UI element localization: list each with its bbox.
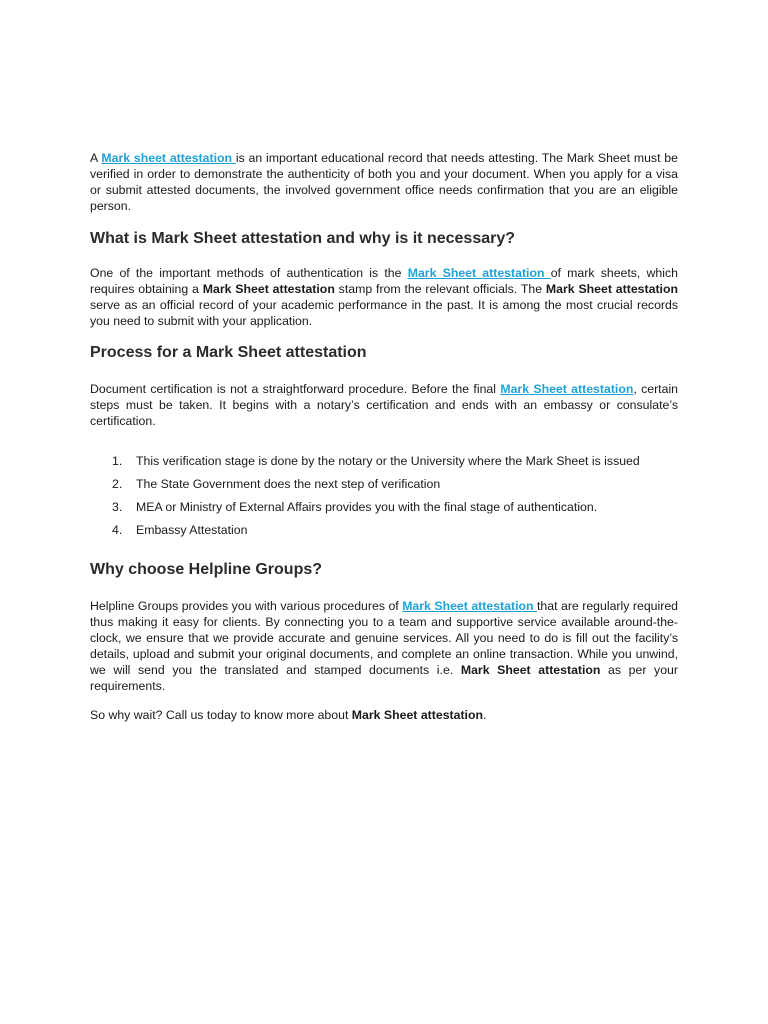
- closing-text-2: .: [483, 708, 487, 722]
- process-text-2: , certain steps must be taken. It begins with a notary’s certification and ends with an embassy or consulate’s certification.: [90, 382, 679, 428]
- list-item-text: The State Government does the next step of verification: [136, 477, 441, 491]
- heading-process: Process for a Mark Sheet attestation: [90, 344, 367, 361]
- process-paragraph: [90, 381, 678, 429]
- list-item-text: Embassy Attestation: [136, 523, 248, 537]
- what-text-2: of mark sheets, which requires obtaining a: [90, 266, 678, 296]
- what-text-1: One of the important methods of authentication is the: [90, 266, 408, 280]
- document-page: [90, 150, 678, 723]
- list-item: [90, 522, 678, 538]
- intro-text: is an important educational record that needs attesting. The Mark Sheet must be verified in order to demonstrate the authenticity of both you and your document. When you apply for a visa or submit attested documents, the involved government office needs confirmation that you are an eligible person.: [90, 151, 678, 213]
- why-text-1: Helpline Groups provides you with various procedures of: [90, 599, 403, 613]
- intro-prefix: A: [90, 151, 102, 165]
- what-bold-1: Mark Sheet attestation: [202, 282, 335, 296]
- what-link-mark-sheet-attestation[interactable]: Mark Sheet attestation: [407, 266, 551, 280]
- list-item: [90, 453, 678, 469]
- list-item-number: 3.: [112, 500, 123, 514]
- why-paragraph: [90, 598, 678, 694]
- process-link-mark-sheet-attestation[interactable]: Mark Sheet attestation: [500, 382, 634, 396]
- list-item-number: 2.: [112, 477, 123, 491]
- intro-link-mark-sheet-attestation[interactable]: Mark sheet attestation: [101, 151, 236, 165]
- why-bold: Mark Sheet attestation: [460, 663, 601, 677]
- what-bold-2: Mark Sheet attestation: [545, 282, 678, 296]
- list-item-text: MEA or Ministry of External Affairs provides you with the final stage of authentication.: [136, 500, 598, 514]
- closing-text-1: So why wait? Call us today to know more about: [90, 708, 352, 722]
- process-text-1: Document certification is not a straightforward procedure. Before the final: [90, 382, 501, 396]
- what-text-4: serve as an official record of your academic performance in the past. It is among the most crucial records you need to submit with your application.: [90, 298, 678, 328]
- heading-what-is: What is Mark Sheet attestation and why is it necessary?: [90, 230, 516, 247]
- process-steps-list: [90, 453, 678, 538]
- why-text-2: that are regularly required thus making it easy for clients. By connecting you to a team and supportive service available around-the-clock, we ensure that we provide accurate and genuine services. All you need to do is fill out the facility’s details, upload and submit your original documents, and complete an online transaction. While you unwind, we will send you the translated and stamped documents i.e.: [90, 599, 678, 677]
- heading-why-choose: Why choose Helpline Groups?: [90, 561, 323, 578]
- list-item-number: 1.: [112, 454, 123, 468]
- list-item-text: This verification stage is done by the notary or the University where the Mark Sheet is issued: [136, 454, 640, 468]
- closing-paragraph: [90, 707, 678, 723]
- closing-bold: Mark Sheet attestation: [351, 708, 483, 722]
- what-text-3: stamp from the relevant officials. The: [334, 282, 546, 296]
- list-item-number: 4.: [112, 523, 123, 537]
- list-item: [90, 476, 678, 492]
- list-item: [90, 499, 678, 515]
- intro-paragraph: [90, 150, 678, 214]
- why-text-3: as per your requirements.: [90, 663, 678, 693]
- what-paragraph: [90, 265, 678, 329]
- why-link-mark-sheet-attestation[interactable]: Mark Sheet attestation: [402, 599, 537, 613]
